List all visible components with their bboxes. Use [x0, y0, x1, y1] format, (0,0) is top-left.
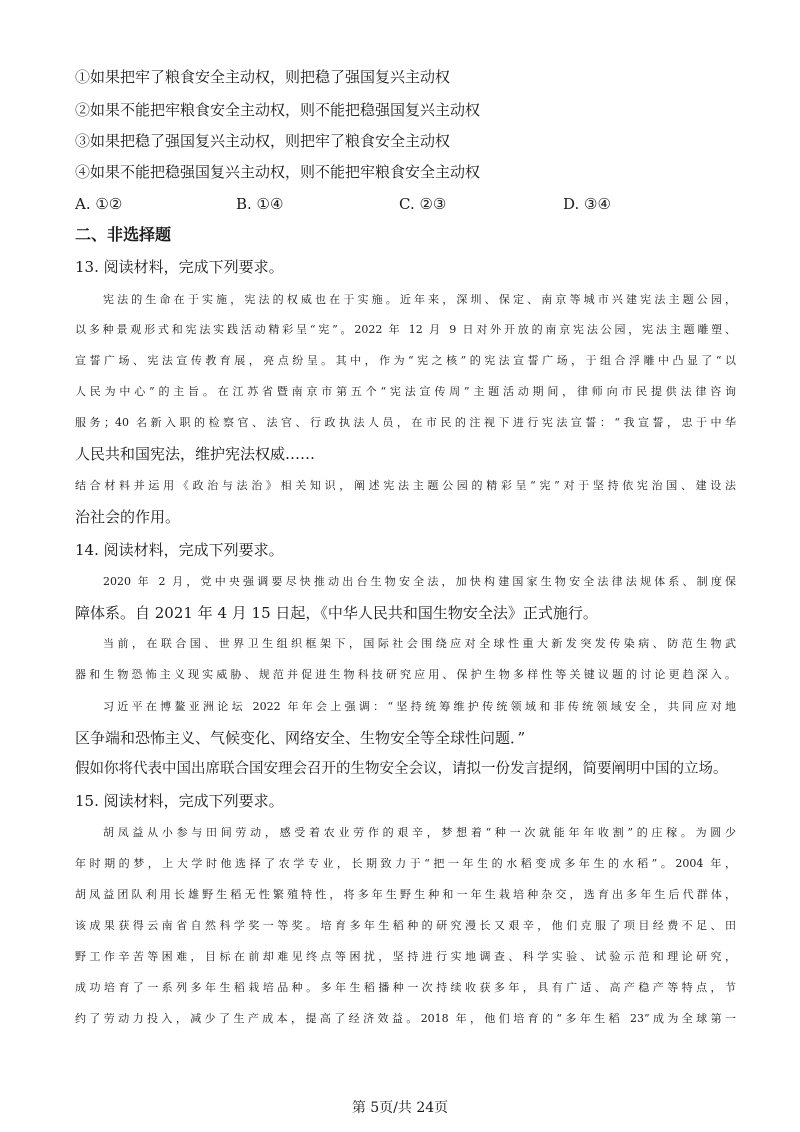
q14-material-line: 区争端和恐怖主义、气候变化、网络安全、生物安全等全球性问题．”: [75, 729, 526, 747]
q14-material-line: 当前，在联合国、世界卫生组织框架下，国际社会围绕应对全球性重大新发突发传染病、防范生物武: [103, 637, 736, 650]
q15-material-line: 野工作辛苦等困难，目标在前却难见终点等困扰，坚持进行实地调查、科学实验、试验示范和理论研究，: [75, 950, 736, 963]
q13-prompt: 13. 阅读材料，完成下列要求。: [75, 258, 284, 276]
q14-material-line: 习近平在博鳌亚洲论坛 2022 年年会上强调：“坚持统筹维护传统领域和非传统领域安全，共同应对地: [103, 700, 736, 713]
q13-material-line: 人民为中心”的主旨。在江苏省暨南京市第五个“宪法宣传周”主题活动期间，律师向市民提供法律咨询: [75, 385, 736, 398]
q15-material-line: 该成果获得云南省自然科学奖一等奖。培育多年生稻种的研究漫长又艰辛，他们克服了项目经费不足、田: [75, 919, 736, 932]
page-footer: 第 5页/共 24页: [351, 1100, 449, 1116]
q15-prompt: 15. 阅读材料，完成下列要求。: [75, 792, 284, 810]
q14-question: 假如你将代表中国出席联合国安理会召开的生物安全会议，请拟一份发言提纲，简要阐明中国的立场。: [75, 761, 728, 777]
q14-material-line: 障体系。自 2021 年 4 月 15 日起，《中华人民共和国生物安全法》正式施行。: [75, 604, 598, 622]
option-a: A. ①②: [75, 195, 123, 213]
q13-material-line: 以多种景观形式和宪法实践活动精彩呈“宪”。2022 年 12 月 9 日对外开放的南京宪法公园，宪法主题雕塑、: [75, 323, 736, 336]
q15-material-line: 成功培育了一系列多年生稻栽培品种。多年生稻播种一次持续收获多年，具有广适、高产稳产等特点，节: [75, 981, 736, 994]
q13-material-line: 人民共和国宪法，维护宪法权威……: [75, 445, 316, 463]
q15-material-line: 约了劳动力投入，减少了生产成本，提高了经济效益。2018 年，他们培育的“多年生稻 23”成为全球第一: [75, 1012, 736, 1025]
statement-1: ①如果把牢了粮食安全主动权，则把稳了强国复兴主动权: [75, 68, 451, 86]
q13-material-line: 宣誓广场、宪法宣传教育展，亮点纷呈。其中，作为“宪之核”的宪法宣誓广场，于组合浮雕中凸显了“以: [75, 354, 736, 367]
q13-material-line: 服务；40 名新入职的检察官、法官、行政执法人员，在市民的注视下进行宪法宣誓：“我宣誓，忠于中华: [75, 416, 736, 429]
q14-material-line: 2020 年 2 月，党中央强调要尽快推动出台生物安全法，加快构建国家生物安全法律法规体系、制度保: [103, 575, 736, 588]
option-c: C. ②③: [399, 195, 447, 213]
q15-material-line: 胡凤益团队利用长雄野生稻无性繁殖特性，将多年生野生种和一年生栽培种杂交，选育出多年生后代群体，: [75, 888, 736, 901]
statement-3: ③如果把稳了强国复兴主动权，则把牢了粮食安全主动权: [75, 132, 451, 150]
statement-2: ②如果不能把牢粮食安全主动权，则不能把稳强国复兴主动权: [75, 101, 481, 119]
section-title: 二、非选择题: [75, 225, 172, 244]
q13-material-line: 宪法的生命在于实施，宪法的权威也在于实施。近年来，深圳、保定、南京等城市兴建宪法主题公园，: [103, 293, 736, 306]
statement-4: ④如果不能把稳强国复兴主动权，则不能把牢粮食安全主动权: [75, 163, 481, 181]
q14-prompt: 14. 阅读材料，完成下列要求。: [75, 541, 284, 559]
q13-question-line: 结合材料并运用《政治与法治》相关知识，阐述宪法主题公园的精彩呈“宪”对于坚持依宪治国、建设法: [75, 479, 736, 492]
q15-material-line: 胡凤益从小参与田间劳动，感受着农业劳作的艰辛，梦想着“种一次就能年年收割”的庄稼。为圆少: [103, 826, 736, 839]
q14-material-line: 器和生物恐怖主义现实威胁、规范并促进生物科技研究应用、保护生物多样性等关键议题的讨论更趋深入。: [75, 668, 736, 681]
option-d: D. ③④: [563, 195, 611, 213]
q15-material-line: 年时期的梦，上大学时他选择了农学专业，长期致力于“把一年生的水稻变成多年生的水稻”。2004 年，: [75, 857, 736, 870]
option-b: B. ①④: [236, 195, 284, 213]
q13-question-line: 治社会的作用。: [75, 508, 181, 526]
